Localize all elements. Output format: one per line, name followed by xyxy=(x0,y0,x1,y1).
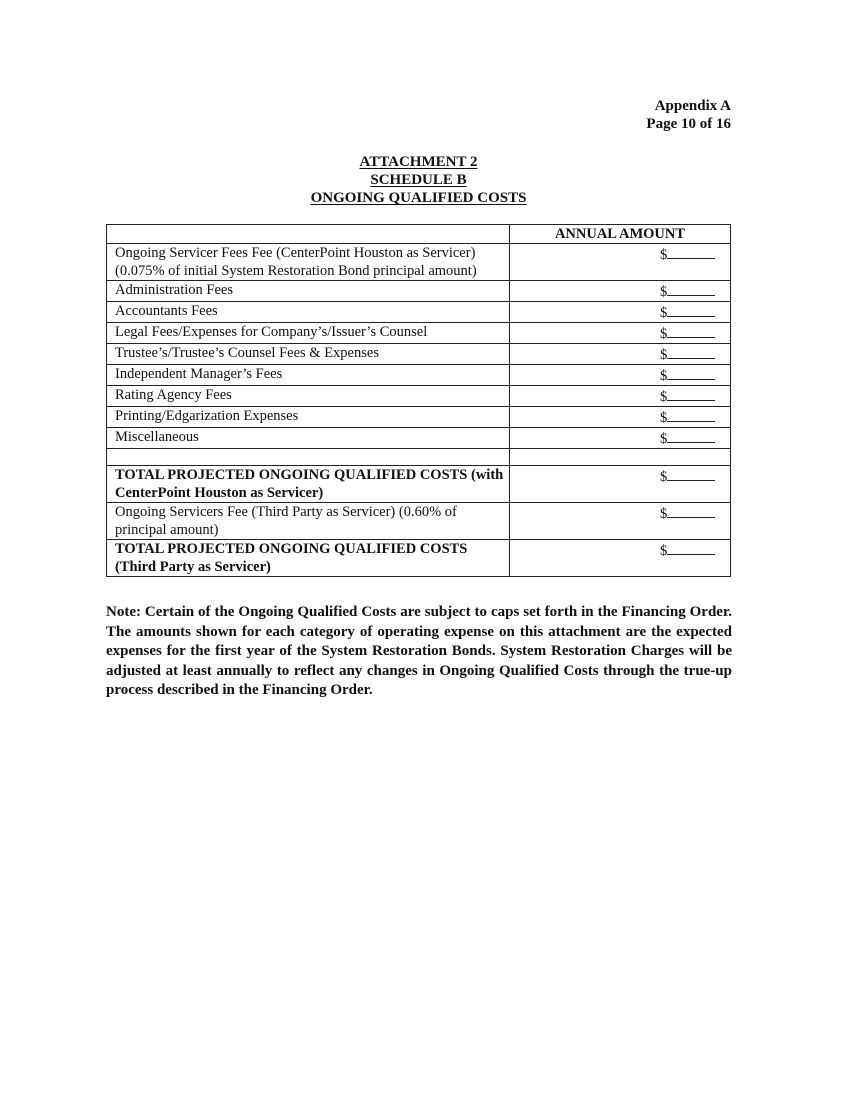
cost-label: Miscellaneous xyxy=(107,428,510,449)
cost-label: Independent Manager’s Fees xyxy=(107,365,510,386)
document-titles xyxy=(0,153,849,207)
cost-label: Trustee’s/Trustee’s Counsel Fees & Expenses xyxy=(107,344,510,365)
table-row xyxy=(107,428,731,449)
amount-blank xyxy=(667,466,715,481)
amount-cell: $ xyxy=(510,281,731,302)
amount-cell: $ xyxy=(510,344,731,365)
amount-cell: $ xyxy=(510,407,731,428)
cost-label: TOTAL PROJECTED ONGOING QUALIFIED COSTS (Third Party as Servicer) xyxy=(107,540,510,577)
amount-cell: $ xyxy=(510,503,731,540)
amount-blank xyxy=(667,540,715,555)
amount-blank xyxy=(667,428,715,443)
page-header xyxy=(646,97,731,133)
table-row xyxy=(107,503,731,540)
footnote: Note: Certain of the Ongoing Qualified Costs are subject to caps set forth in the Financing Order. The amounts shown for each category of operating expense on this attachment are the expected expenses for the first year of the System Restoration Bonds. System Restoration Charges will be adjusted at least annually to reflect any changes in Ongoing Qualified Costs through the true-up process described in the Financing Order. xyxy=(106,604,732,698)
annual-amount-header: ANNUAL AMOUNT xyxy=(510,225,731,244)
amount-cell: $ xyxy=(510,302,731,323)
total-row xyxy=(107,540,731,577)
cost-label: Administration Fees xyxy=(107,281,510,302)
table-row xyxy=(107,244,731,281)
table-row xyxy=(107,323,731,344)
amount-cell: $ xyxy=(510,466,731,503)
cost-label: TOTAL PROJECTED ONGOING QUALIFIED COSTS (with CenterPoint Houston as Servicer) xyxy=(107,466,510,503)
table-row xyxy=(107,386,731,407)
table-header-row xyxy=(107,225,731,244)
header-blank-cell xyxy=(107,225,510,244)
table-row xyxy=(107,302,731,323)
page-number: Page 10 of 16 xyxy=(646,116,731,132)
schedule-title: SCHEDULE B xyxy=(370,172,467,188)
cost-label: Ongoing Servicer Fees Fee (CenterPoint Houston as Servicer) (0.075% of initial System Restoration Bond principal amount) xyxy=(107,244,510,281)
cost-label: Legal Fees/Expenses for Company’s/Issuer’s Counsel xyxy=(107,323,510,344)
amount-blank xyxy=(667,407,715,422)
table-row xyxy=(107,344,731,365)
amount-cell: $ xyxy=(510,386,731,407)
amount-blank xyxy=(667,365,715,380)
amount-blank xyxy=(667,244,715,259)
total-row xyxy=(107,466,731,503)
amount-blank xyxy=(667,281,715,296)
cost-label: Printing/Edgarization Expenses xyxy=(107,407,510,428)
cost-label: Rating Agency Fees xyxy=(107,386,510,407)
spacer-row xyxy=(107,449,731,466)
amount-blank xyxy=(667,386,715,401)
amount-blank xyxy=(667,344,715,359)
costs-table xyxy=(106,224,731,577)
amount-cell: $ xyxy=(510,323,731,344)
table-row xyxy=(107,281,731,302)
appendix-label: Appendix A xyxy=(654,98,731,114)
amount-blank xyxy=(667,503,715,518)
amount-cell: $ xyxy=(510,540,731,577)
amount-cell: $ xyxy=(510,244,731,281)
attachment-title: ATTACHMENT 2 xyxy=(359,154,478,170)
table-row xyxy=(107,365,731,386)
amount-blank xyxy=(667,302,715,317)
cost-label: Accountants Fees xyxy=(107,302,510,323)
cost-label: Ongoing Servicers Fee (Third Party as Servicer) (0.60% of principal amount) xyxy=(107,503,510,540)
amount-cell: $ xyxy=(510,365,731,386)
amount-blank xyxy=(667,323,715,338)
amount-cell: $ xyxy=(510,428,731,449)
table-row xyxy=(107,407,731,428)
subject-title: ONGOING QUALIFIED COSTS xyxy=(310,190,527,206)
